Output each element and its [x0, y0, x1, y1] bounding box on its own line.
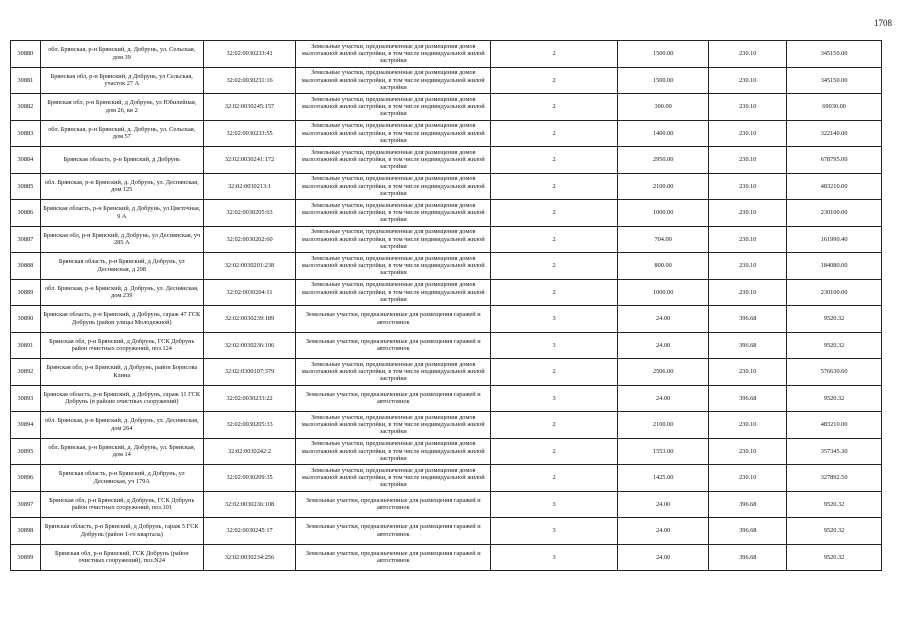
specific-value-cell: 230.10: [709, 226, 787, 253]
area-cell: 1000.00: [617, 200, 709, 227]
specific-value-cell: 230.10: [709, 147, 787, 174]
cadastral-value-cell: 184080.00: [787, 253, 882, 280]
address-cell: Брянская область, р-н Брянский, д Добрунь, гараж 5 ГСК Добрунь (район 1-го квартала): [40, 518, 203, 545]
area-cell: 800.00: [617, 253, 709, 280]
cadastral-number-cell: 32:02:0030234:256: [203, 544, 296, 571]
cadastral-number-cell: 32:02:0030242:2: [203, 438, 296, 465]
specific-value-cell: 230.10: [709, 94, 787, 121]
specific-value-cell: 230.10: [709, 279, 787, 306]
table-row: [11, 200, 882, 227]
group-number-cell: 3: [491, 518, 618, 545]
cadastral-value-cell: 483210.00: [787, 173, 882, 200]
group-number-cell: 3: [491, 332, 618, 359]
group-number-cell: 2: [491, 173, 618, 200]
land-purpose-cell: Земельные участки, предназначенные для размещения домов малоэтажной жилой застройки, в том числе индивидуальной жилой застройки: [296, 438, 491, 465]
record-number-cell: 30890: [11, 306, 41, 333]
group-number-cell: 2: [491, 359, 618, 386]
area-cell: 2100.00: [617, 412, 709, 439]
cadastral-number-cell: 32:02:0030205:63: [203, 200, 296, 227]
address-cell: Брянская обл, р-н Брянский, д Добрунь, ГСК Добрунь район очистных сооружений, поз.101: [40, 491, 203, 518]
land-purpose-cell: Земельные участки, предназначенные для размещения домов малоэтажной жилой застройки, в том числе индивидуальной жилой застройки: [296, 94, 491, 121]
address-cell: обл. Брянская, р-н Брянский, д. Добрунь, ул. Деснянская, дом 264: [40, 412, 203, 439]
area-cell: 1553.00: [617, 438, 709, 465]
cadastral-value-cell: 345150.00: [787, 67, 882, 94]
address-cell: Брянская область, р-н Брянский, д Добрунь, ул Цветочная, 9 А: [40, 200, 203, 227]
specific-value-cell: 230.10: [709, 412, 787, 439]
cadastral-number-cell: 32:02:0030204:11: [203, 279, 296, 306]
cadastral-number-cell: 32:02:0030236:108: [203, 491, 296, 518]
land-purpose-cell: Земельные участки, предназначенные для размещения домов малоэтажной жилой застройки, в том числе индивидуальной жилой застройки: [296, 253, 491, 280]
record-number-cell: 30891: [11, 332, 41, 359]
address-cell: Брянская область, р-н Брянский, д Добрунь, гараж 11 ГСК Добрунь (в районе очистных сооружений): [40, 385, 203, 412]
table-row: [11, 226, 882, 253]
area-cell: 704.00: [617, 226, 709, 253]
address-cell: обл. Брянская, р-н Брянский, д. Добрунь, ул. Брянская, дом 14: [40, 438, 203, 465]
land-purpose-cell: Земельные участки, предназначенные для размещения гаражей и автостоянок: [296, 518, 491, 545]
cadastral-value-cell: 322140.00: [787, 120, 882, 147]
cadastral-value-cell: 230100.00: [787, 279, 882, 306]
record-number-cell: 30895: [11, 438, 41, 465]
area-cell: 2506.00: [617, 359, 709, 386]
area-cell: 2950.00: [617, 147, 709, 174]
area-cell: 1500.00: [617, 41, 709, 68]
record-number-cell: 30883: [11, 120, 41, 147]
land-purpose-cell: Земельные участки, предназначенные для размещения домов малоэтажной жилой застройки, в том числе индивидуальной жилой застройки: [296, 359, 491, 386]
area-cell: 24.00: [617, 306, 709, 333]
record-number-cell: 30886: [11, 200, 41, 227]
land-purpose-cell: Земельные участки, предназначенные для размещения гаражей и автостоянок: [296, 385, 491, 412]
cadastral-number-cell: 32:02:0030233:22: [203, 385, 296, 412]
cadastral-number-cell: 32:02:0030209:35: [203, 465, 296, 492]
specific-value-cell: 396.68: [709, 332, 787, 359]
address-cell: Брянская область, р-н Брянский, д Добрунь: [40, 147, 203, 174]
record-number-cell: 30894: [11, 412, 41, 439]
table-row: [11, 438, 882, 465]
area-cell: 24.00: [617, 491, 709, 518]
cadastral-number-cell: 32:02:0030233:41: [203, 41, 296, 68]
cadastral-value-cell: 357345.30: [787, 438, 882, 465]
address-cell: обл. Брянская, р-н Брянский, д. Добрунь, ул. Сельская, дом 39: [40, 41, 203, 68]
address-cell: Брянская обл, р-н Брянский, д Добрунь, ул Сельская, участок 27 А: [40, 67, 203, 94]
cadastral-number-cell: 32:02:0030205:33: [203, 412, 296, 439]
table-row: [11, 94, 882, 121]
group-number-cell: 2: [491, 465, 618, 492]
record-number-cell: 30884: [11, 147, 41, 174]
address-cell: обл. Брянская, р-н Брянский, д. Добрунь, ул. Деснянская, дом 239: [40, 279, 203, 306]
address-cell: Брянская область, р-н Брянский, д Добрунь, ул Деснянская, уч 179А: [40, 465, 203, 492]
group-number-cell: 2: [491, 226, 618, 253]
record-number-cell: 30896: [11, 465, 41, 492]
cadastral-number-cell: 32:02:0030245:157: [203, 94, 296, 121]
cadastral-number-cell: 32:02:0030241:172: [203, 147, 296, 174]
land-purpose-cell: Земельные участки, предназначенные для размещения домов малоэтажной жилой застройки, в том числе индивидуальной жилой застройки: [296, 173, 491, 200]
cadastral-value-cell: 230100.00: [787, 200, 882, 227]
table-row: [11, 359, 882, 386]
specific-value-cell: 230.10: [709, 67, 787, 94]
table-row: [11, 120, 882, 147]
address-cell: Брянская обл, р-н Брянский, д Добрунь, ул Деснянская, уч 285 А: [40, 226, 203, 253]
address-cell: Брянская область, р-н Брянский, д Добрунь, гараж 47 ГСК Добрунь (район улицы Молодежной): [40, 306, 203, 333]
land-purpose-cell: Земельные участки, предназначенные для размещения гаражей и автостоянок: [296, 306, 491, 333]
group-number-cell: 2: [491, 41, 618, 68]
table-row: [11, 279, 882, 306]
area-cell: 1000.00: [617, 279, 709, 306]
record-number-cell: 30897: [11, 491, 41, 518]
cadastral-number-cell: 32:02:0030245:17: [203, 518, 296, 545]
group-number-cell: 3: [491, 491, 618, 518]
area-cell: 24.00: [617, 544, 709, 571]
cadastral-number-cell: 32:02:0030239:189: [203, 306, 296, 333]
specific-value-cell: 396.68: [709, 306, 787, 333]
record-number-cell: 30889: [11, 279, 41, 306]
address-cell: Брянская обл, р-н Брянский, д Добрунь, район Борисова Клина: [40, 359, 203, 386]
specific-value-cell: 230.10: [709, 438, 787, 465]
land-purpose-cell: Земельные участки, предназначенные для размещения домов малоэтажной жилой застройки, в том числе индивидуальной жилой застройки: [296, 67, 491, 94]
cadastral-number-cell: 32:02:0300107:379: [203, 359, 296, 386]
cadastral-value-cell: 9520.32: [787, 544, 882, 571]
area-cell: 1400.00: [617, 120, 709, 147]
group-number-cell: 2: [491, 412, 618, 439]
address-cell: Брянская область, р-н Брянский, д Добрунь, ул Деснянская, д 298: [40, 253, 203, 280]
page-number: 1708: [874, 18, 892, 28]
table-row: [11, 306, 882, 333]
cadastral-value-cell: 69030.00: [787, 94, 882, 121]
table-row: [11, 147, 882, 174]
cadastral-value-cell: 9520.32: [787, 518, 882, 545]
record-number-cell: 30885: [11, 173, 41, 200]
cadastral-number-cell: 32:02:0030201:238: [203, 253, 296, 280]
land-registry-table: [10, 40, 882, 571]
group-number-cell: 2: [491, 120, 618, 147]
area-cell: 24.00: [617, 385, 709, 412]
table-row: [11, 412, 882, 439]
cadastral-value-cell: 9520.32: [787, 385, 882, 412]
record-number-cell: 30887: [11, 226, 41, 253]
specific-value-cell: 230.10: [709, 253, 787, 280]
group-number-cell: 2: [491, 147, 618, 174]
group-number-cell: 2: [491, 67, 618, 94]
cadastral-number-cell: 32:02:0030236:106: [203, 332, 296, 359]
record-number-cell: 30882: [11, 94, 41, 121]
address-cell: обл. Брянская, р-н Брянский, д. Добрунь, ул. Деснянская, дом 125: [40, 173, 203, 200]
cadastral-value-cell: 9520.32: [787, 332, 882, 359]
land-purpose-cell: Земельные участки, предназначенные для размещения домов малоэтажной жилой застройки, в том числе индивидуальной жилой застройки: [296, 120, 491, 147]
group-number-cell: 2: [491, 438, 618, 465]
address-cell: обл. Брянская, р-н Брянский, д. Добрунь, ул. Сельская, дом 57: [40, 120, 203, 147]
address-cell: Брянская обл, р-н Брянский, д Добрунь, ГСК Добрунь район очистных сооружений, поз.124: [40, 332, 203, 359]
land-purpose-cell: Земельные участки, предназначенные для размещения домов малоэтажной жилой застройки, в том числе индивидуальной жилой застройки: [296, 226, 491, 253]
cadastral-value-cell: 9520.32: [787, 306, 882, 333]
land-purpose-cell: Земельные участки, предназначенные для размещения гаражей и автостоянок: [296, 544, 491, 571]
cadastral-value-cell: 161990.40: [787, 226, 882, 253]
table-body: [11, 41, 882, 571]
table-row: [11, 67, 882, 94]
specific-value-cell: 396.68: [709, 544, 787, 571]
group-number-cell: 2: [491, 253, 618, 280]
land-purpose-cell: Земельные участки, предназначенные для размещения гаражей и автостоянок: [296, 491, 491, 518]
land-purpose-cell: Земельные участки, предназначенные для размещения гаражей и автостоянок: [296, 332, 491, 359]
table-row: [11, 518, 882, 545]
area-cell: 300.00: [617, 94, 709, 121]
land-purpose-cell: Земельные участки, предназначенные для размещения домов малоэтажной жилой застройки, в том числе индивидуальной жилой застройки: [296, 412, 491, 439]
group-number-cell: 3: [491, 544, 618, 571]
cadastral-value-cell: 678795.00: [787, 147, 882, 174]
group-number-cell: 2: [491, 279, 618, 306]
cadastral-value-cell: 576630.60: [787, 359, 882, 386]
group-number-cell: 3: [491, 385, 618, 412]
specific-value-cell: 396.68: [709, 385, 787, 412]
land-purpose-cell: Земельные участки, предназначенные для размещения домов малоэтажной жилой застройки, в том числе индивидуальной жилой застройки: [296, 279, 491, 306]
area-cell: 24.00: [617, 332, 709, 359]
specific-value-cell: 230.10: [709, 359, 787, 386]
group-number-cell: 3: [491, 306, 618, 333]
table-row: [11, 465, 882, 492]
table-row: [11, 385, 882, 412]
record-number-cell: 30898: [11, 518, 41, 545]
table-row: [11, 173, 882, 200]
address-cell: Брянская обл, р-н Брянский, д Добрунь, ул Юбилейная, дом 26, кв 2: [40, 94, 203, 121]
specific-value-cell: 396.68: [709, 518, 787, 545]
record-number-cell: 30899: [11, 544, 41, 571]
specific-value-cell: 230.10: [709, 41, 787, 68]
specific-value-cell: 230.10: [709, 173, 787, 200]
cadastral-number-cell: 32:02:0030213:1: [203, 173, 296, 200]
cadastral-value-cell: 483210.00: [787, 412, 882, 439]
specific-value-cell: 230.10: [709, 200, 787, 227]
cadastral-number-cell: 32:02:0030231:16: [203, 67, 296, 94]
area-cell: 1425.00: [617, 465, 709, 492]
address-cell: Брянская обл, р-н Брянский, ГСК Добрунь (район очистных сооружений), поз.N24: [40, 544, 203, 571]
record-number-cell: 30881: [11, 67, 41, 94]
specific-value-cell: 396.68: [709, 491, 787, 518]
table-row: [11, 41, 882, 68]
area-cell: 2100.00: [617, 173, 709, 200]
group-number-cell: 2: [491, 94, 618, 121]
specific-value-cell: 230.10: [709, 465, 787, 492]
record-number-cell: 30893: [11, 385, 41, 412]
table-row: [11, 544, 882, 571]
table-row: [11, 491, 882, 518]
group-number-cell: 2: [491, 200, 618, 227]
cadastral-number-cell: 32:02:0030202:60: [203, 226, 296, 253]
table-row: [11, 253, 882, 280]
land-purpose-cell: Земельные участки, предназначенные для размещения домов малоэтажной жилой застройки, в том числе индивидуальной жилой застройки: [296, 465, 491, 492]
record-number-cell: 30888: [11, 253, 41, 280]
record-number-cell: 30880: [11, 41, 41, 68]
cadastral-number-cell: 32:02:0030233:55: [203, 120, 296, 147]
land-purpose-cell: Земельные участки, предназначенные для размещения домов малоэтажной жилой застройки, в том числе индивидуальной жилой застройки: [296, 200, 491, 227]
area-cell: 1500.00: [617, 67, 709, 94]
land-purpose-cell: Земельные участки, предназначенные для размещения домов малоэтажной жилой застройки, в том числе индивидуальной жилой застройки: [296, 41, 491, 68]
cadastral-value-cell: 345150.00: [787, 41, 882, 68]
record-number-cell: 30892: [11, 359, 41, 386]
land-purpose-cell: Земельные участки, предназначенные для размещения домов малоэтажной жилой застройки, в том числе индивидуальной жилой застройки: [296, 147, 491, 174]
cadastral-value-cell: 9520.32: [787, 491, 882, 518]
area-cell: 24.00: [617, 518, 709, 545]
specific-value-cell: 230.10: [709, 120, 787, 147]
table-row: [11, 332, 882, 359]
cadastral-value-cell: 327892.50: [787, 465, 882, 492]
